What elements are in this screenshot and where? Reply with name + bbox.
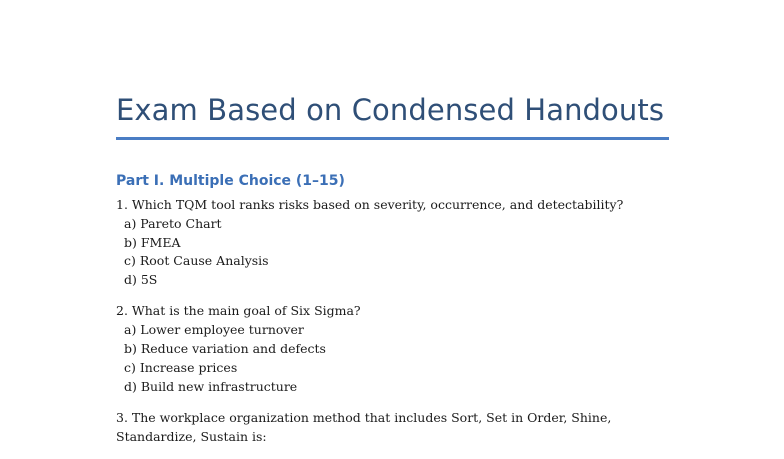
answer-option: d) Build new infrastructure — [124, 378, 298, 394]
question-list — [116, 196, 676, 459]
answer-option: b) FMEA — [124, 234, 181, 250]
question-2 — [116, 302, 676, 396]
answer-option: a) Pareto Chart — [124, 215, 222, 231]
document-title: Exam Based on Condensed Handouts — [116, 93, 665, 127]
section-heading: Part I. Multiple Choice (1–15) — [116, 173, 345, 189]
question-stem: 1. Which TQM tool ranks risks based on severity, occurrence, and detectability? — [116, 197, 624, 212]
answer-option: c) Root Cause Analysis — [124, 253, 269, 269]
answer-option: a) Lower employee turnover — [124, 322, 304, 338]
title-underline-rule — [116, 137, 669, 140]
question-stem: 3. The workplace organization method that includes Sort, Set in Order, Shine, Standardize, Sustain is: — [116, 409, 612, 444]
question-1 — [116, 196, 676, 290]
answer-option: b) Reduce variation and defects — [124, 340, 326, 356]
question-stem: 2. What is the main goal of Six Sigma? — [116, 303, 361, 319]
answer-option: d) 5S — [124, 272, 158, 288]
answer-option: c) Increase prices — [124, 359, 238, 375]
